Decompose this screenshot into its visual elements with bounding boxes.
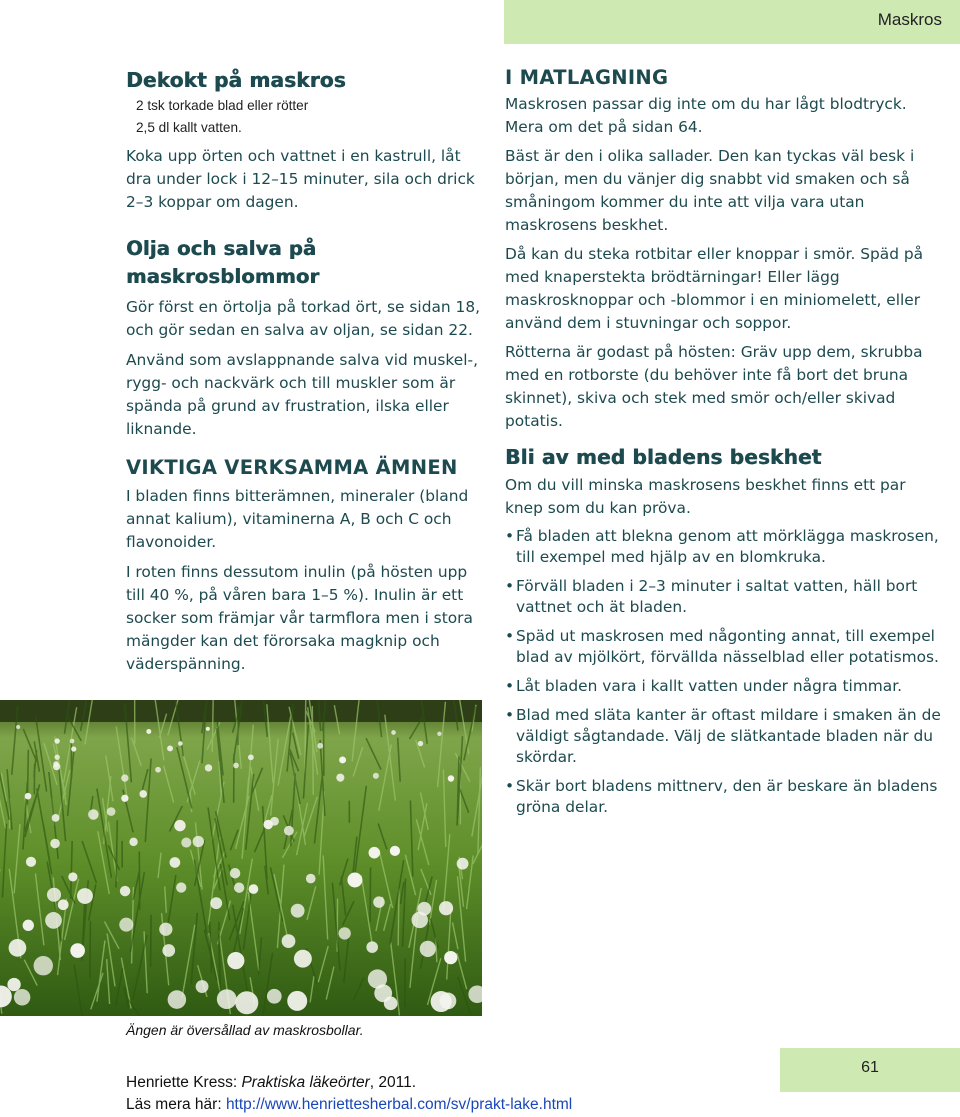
beskhet-heading: Bli av med bladens beskhet bbox=[505, 445, 822, 469]
olja-paragraph-2: Använd som avslappnande salva vid muskel-, rygg- och nackvärk och till muskler som är spända på grund av frustration, ilska eller liknande. bbox=[126, 351, 478, 438]
olja-heading bbox=[126, 235, 482, 291]
tips-list bbox=[505, 526, 945, 818]
matlagning-paragraph-4: Rötterna är godast på hösten: Gräv upp dem, skrubba med en rotborste (du behöver inte få bort det bruna skinnet), skiva och stek med smör och/eller skivad potatis. bbox=[505, 343, 923, 430]
photo-caption: Ängen är översållad av maskrosbollar. bbox=[126, 1022, 364, 1038]
list-item: • Blad med släta kanter är oftast mildare i smaken än de väldigt sågtandade. Välj de slätkantade bladen när du skördar. bbox=[505, 706, 941, 766]
bullet-icon: • bbox=[505, 777, 515, 795]
olja-paragraph-1: Gör först en örtolja på torkad ört, se sidan 18, och gör sedan en salva av oljan, se sidan 22. bbox=[126, 298, 481, 339]
section-title: Maskros bbox=[877, 10, 942, 29]
bullet-icon: • bbox=[505, 627, 515, 645]
ingredient-line: 2,5 dl kallt vatten. bbox=[136, 120, 242, 135]
matlagning-paragraph-2: Bäst är den i olika sallader. Den kan tyckas väl besk i början, men du vänjer dig snabbt vid smaken och så småningom kommer du inte att vilja vara utan maskrosens beskhet. bbox=[505, 147, 915, 234]
meadow-image bbox=[0, 700, 482, 1016]
read-more-link[interactable]: http://www.henriettesherbal.com/sv/prakt-lake.html bbox=[225, 1096, 573, 1113]
viktiga-paragraph-1: I bladen finns bitterämnen, mineraler (bland annat kalium), vitaminerna A, B och C och flavonoider. bbox=[126, 487, 469, 551]
section-header-tab bbox=[504, 0, 960, 44]
matlagning-paragraph-1: Maskrosen passar dig inte om du har lågt blodtryck. Mera om det på sidan 64. bbox=[505, 95, 907, 136]
olja-heading-line2: maskrosblommor bbox=[126, 265, 320, 288]
page-number: 61 bbox=[861, 1059, 879, 1076]
bullet-icon: • bbox=[505, 577, 515, 595]
list-item: • Få bladen att blekna genom att mörklägga maskrosen, till exempel med hjälp av en blomkruka. bbox=[505, 527, 939, 566]
viktiga-paragraph-2: I roten finns dessutom inulin (på hösten upp till 40 %, på våren bara 1–5 %). Inulin är ett socker som främjar vår tarmflora men i stora mängder kan det förorsaka magknip och väderspänning. bbox=[126, 563, 473, 673]
citation: Henriette Kress: Praktiska läkeörter, 2011. bbox=[126, 1074, 417, 1091]
matlagning-heading: I MATLAGNING bbox=[505, 66, 669, 89]
list-item: • Förväll bladen i 2–3 minuter i saltat vatten, häll bort vattnet och ät bladen. bbox=[505, 577, 918, 616]
book-title: Praktiska läkeörter bbox=[241, 1074, 370, 1091]
page-number-tab bbox=[780, 1048, 960, 1092]
matlagning-paragraph-3: Då kan du steka rotbitar eller knoppar i smör. Späd på med knaperstekta brödtärningar! Eller lägg maskrosknoppar och -blommor i en miniomelett, eller använd dem i stuvningar och soppor. bbox=[505, 245, 924, 332]
read-more-line: Läs mera här: http://www.henriettesherbal.com/sv/prakt-lake.html bbox=[126, 1096, 573, 1113]
viktiga-heading: VIKTIGA VERKSAMMA ÄMNEN bbox=[126, 456, 458, 479]
bullet-icon: • bbox=[505, 706, 515, 724]
dekokt-body: Koka upp örten och vattnet i en kastrull, låt dra under lock i 12–15 minuter, sila och drick 2–3 koppar om dagen. bbox=[126, 147, 475, 211]
bullet-icon: • bbox=[505, 527, 515, 545]
ingredient-line: 2 tsk torkade blad eller rötter bbox=[136, 98, 309, 113]
dandelion-meadow-photo bbox=[0, 700, 482, 1016]
left-column bbox=[126, 68, 482, 676]
list-item: • Skär bort bladens mittnerv, den är beskare än bladens gröna delar. bbox=[505, 777, 938, 816]
list-item: • Låt bladen vara i kallt vatten under några timmar. bbox=[505, 677, 903, 695]
dekokt-heading: Dekokt på maskros bbox=[126, 68, 346, 92]
right-column bbox=[505, 66, 945, 826]
bullet-icon: • bbox=[505, 677, 515, 695]
beskhet-intro: Om du vill minska maskrosens beskhet finns ett par knep som du kan pröva. bbox=[505, 476, 906, 517]
list-item: • Späd ut maskrosen med någonting annat, till exempel blad av mjölkört, förvällda nässelblad eller potatismos. bbox=[505, 627, 939, 666]
olja-heading-line1: Olja och salva på bbox=[126, 237, 317, 260]
